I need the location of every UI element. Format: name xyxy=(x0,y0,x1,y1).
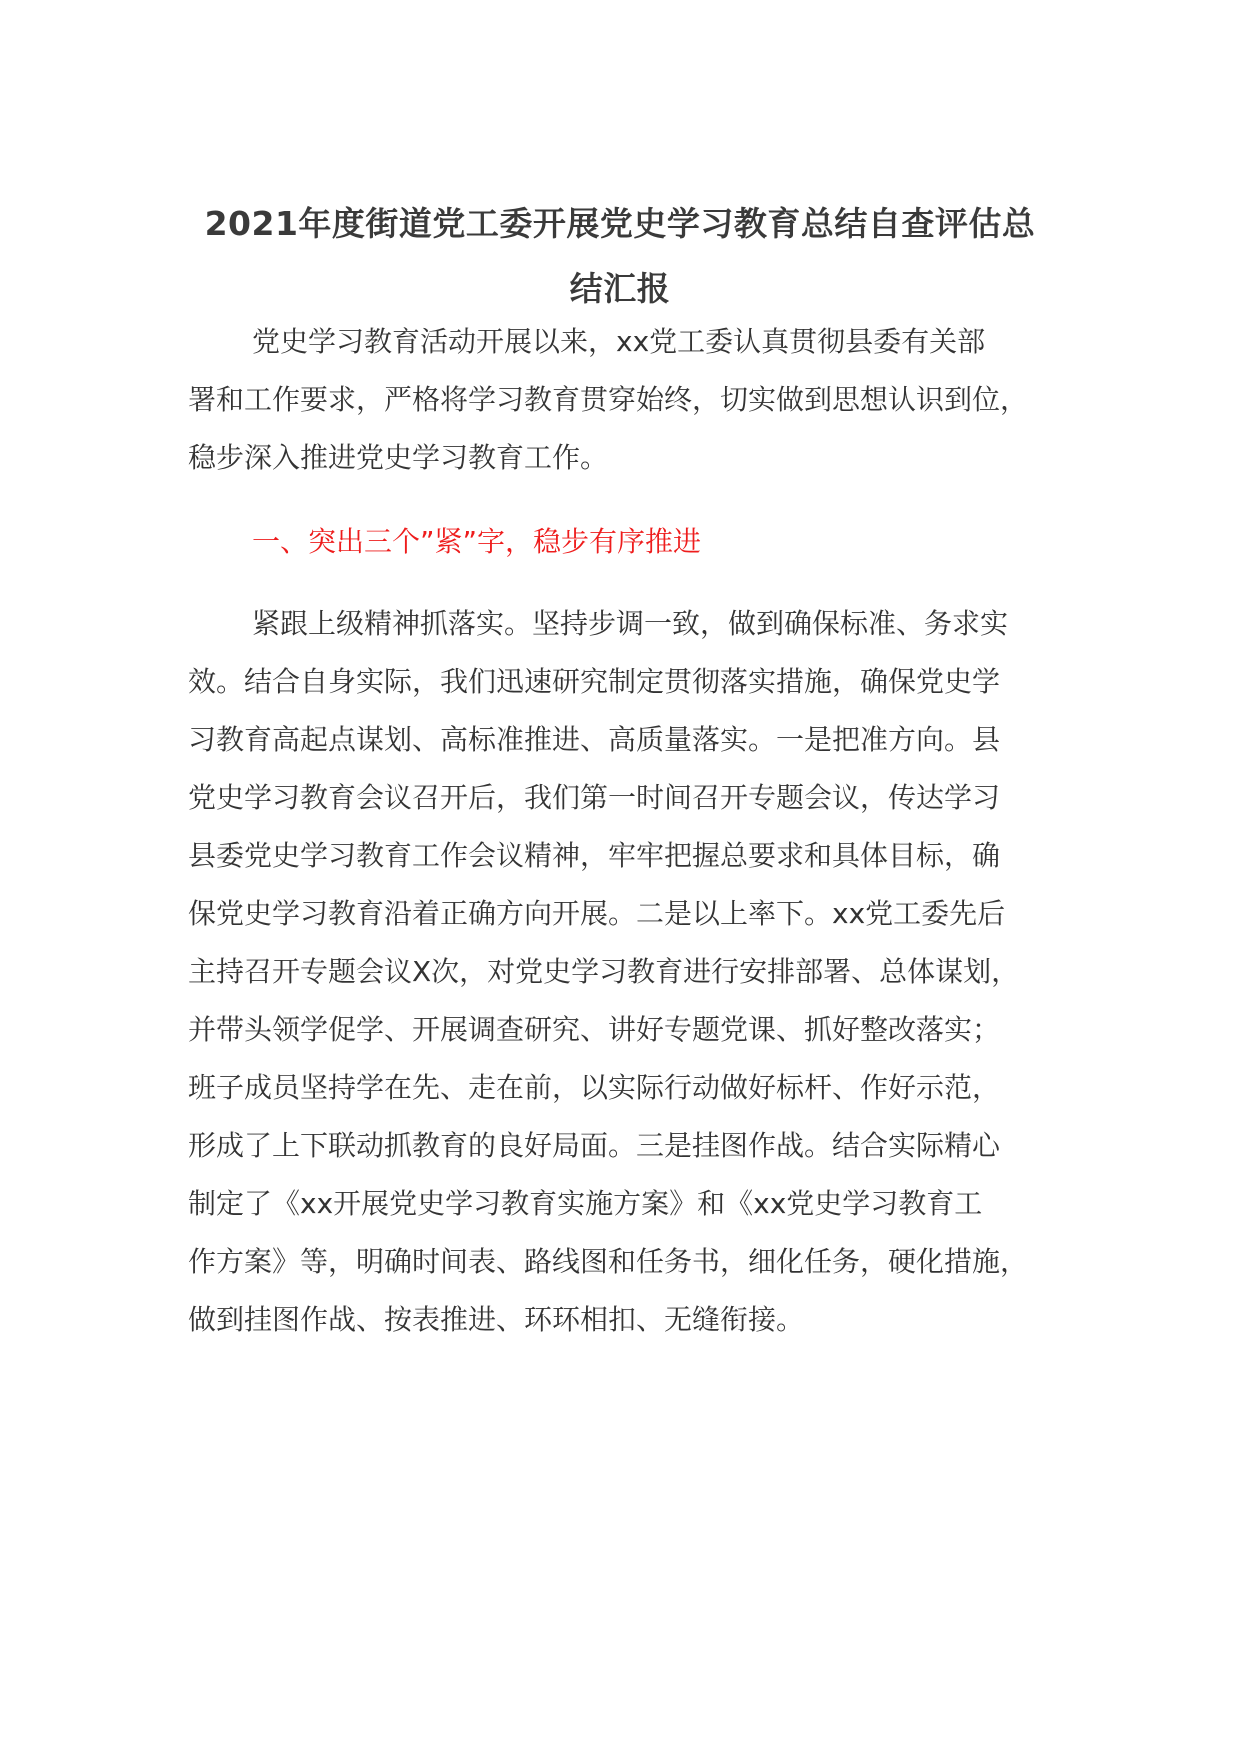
paragraph-line: 形成了上下联动抓教育的良好局面。三是挂图作战。结合实际精心 xyxy=(188,1129,1001,1162)
paragraph-line: 党史学习教育会议召开后，我们第一时间召开专题会议，传达学习 xyxy=(188,781,1001,814)
paragraph-line: 保党史学习教育沿着正确方向开展。二是以上率下。xx党工委先后 xyxy=(188,897,1006,930)
paragraph-line: 制定了《xx开展党史学习教育实施方案》和《xx党史学习教育工 xyxy=(188,1187,983,1220)
intro-line-3: 稳步深入推进党史学习教育工作。 xyxy=(188,441,609,474)
paragraph-line: 班子成员坚持学在先、走在前，以实际行动做好标杆、作好示范， xyxy=(188,1071,1001,1104)
paragraph-line: 效。结合自身实际，我们迅速研究制定贯彻落实措施，确保党史学 xyxy=(188,665,1001,698)
paragraph-line: 主持召开专题会议X次，对党史学习教育进行安排部署、总体谋划， xyxy=(188,955,1020,988)
paragraph-line: 作方案》等，明确时间表、路线图和任务书，细化任务，硬化措施， xyxy=(188,1245,1029,1278)
paragraph-line: 做到挂图作战、按表推进、环环相扣、无缝衔接。 xyxy=(188,1303,805,1336)
paragraph-line: 并带头领学促学、开展调查研究、讲好专题党课、抓好整改落实； xyxy=(188,1013,1001,1046)
paragraph-line: 县委党史学习教育工作会议精神，牢牢把握总要求和具体目标，确 xyxy=(188,839,1001,872)
intro-line-2: 署和工作要求，严格将学习教育贯穿始终，切实做到思想认识到位， xyxy=(188,383,1029,416)
paragraph-line: 紧跟上级精神抓落实。坚持步调一致，做到确保标准、务求实 xyxy=(252,607,1009,640)
document-title-line-1: 2021年度街道党工委开展党史学习教育总结自查评估总 xyxy=(204,204,1036,243)
section-heading: 一、突出三个”紧”字，稳步有序推进 xyxy=(252,525,702,558)
intro-line-1: 党史学习教育活动开展以来，xx党工委认真贯彻县委有关部 xyxy=(252,325,986,358)
paragraph-line: 习教育高起点谋划、高标准推进、高质量落实。一是把准方向。县 xyxy=(188,723,1001,756)
document-title-line-2: 结汇报 xyxy=(569,269,671,308)
